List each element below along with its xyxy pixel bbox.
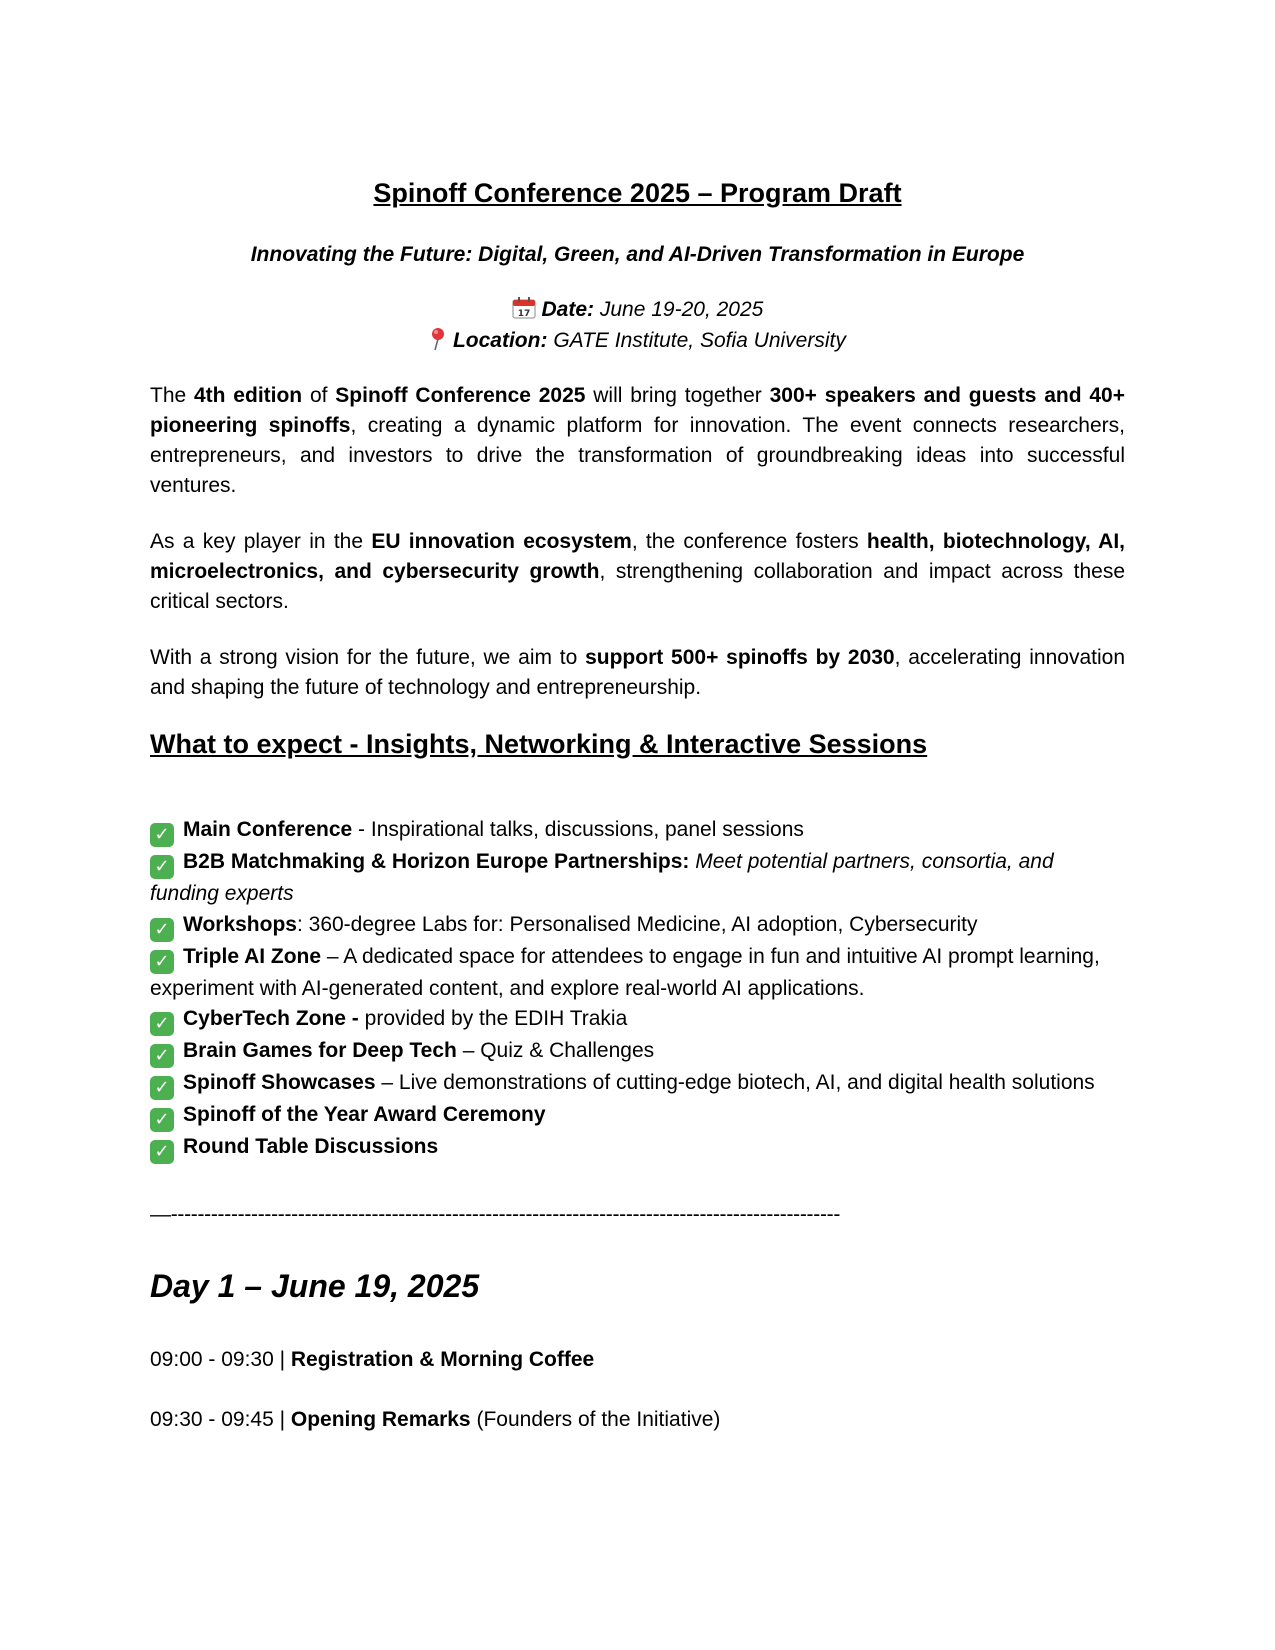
schedule-title: Opening Remarks [290, 1408, 471, 1431]
bold-run: health, biotechnology, AI, microelectronics, and cybersecurity growth [150, 530, 1125, 583]
item-text: : 360-degree Labs for: Personalised Medicine, AI adoption, Cybersecurity [296, 912, 978, 936]
text-run: , strengthening collaboration and impact across these critical sectors. [150, 560, 1126, 613]
list-item [150, 1004, 1125, 1036]
checkmark-icon: ✓ [150, 1076, 174, 1100]
event-location-value: GATE Institute, Sofia University [553, 329, 846, 352]
item-text: provided by the EDIH Trakia [358, 1007, 628, 1030]
schedule-item [150, 1408, 720, 1432]
bold-run: EU innovation ecosystem [371, 530, 632, 553]
expect-list [150, 815, 1125, 1164]
item-text: – Quiz & Challenges [456, 1039, 655, 1062]
calendar-icon [512, 298, 536, 321]
intro-paragraph-2 [150, 527, 1125, 617]
schedule-time: 09:00 - 09:30 | [150, 1348, 291, 1371]
bold-run: support 500+ spinoffs by 2030 [585, 646, 895, 669]
svg-text:17: 17 [517, 309, 530, 319]
list-item [150, 942, 1125, 1005]
item-title: Spinoff Showcases [183, 1071, 376, 1094]
text-run: , creating a dynamic platform for innovation. The event connects researchers, entrepreneurs, and investors to drive the transformation of groundbreaking ideas into successful ventures. [150, 414, 1125, 497]
item-title: Workshops [183, 912, 297, 936]
document-title: Spinoff Conference 2025 – Program Draft [373, 178, 902, 208]
checkmark-icon: ✓ [150, 823, 174, 847]
schedule-note: (Founders of the Initiative) [470, 1408, 721, 1431]
text-run: As a key player in the [150, 530, 372, 553]
event-date-label: Date: [541, 298, 595, 321]
bold-run: 300+ speakers and guests and 40+ pioneering spinoffs [150, 384, 1125, 437]
text-run: will bring together [585, 384, 770, 407]
item-title: Brain Games for Deep Tech [183, 1039, 457, 1062]
event-date-value: June 19-20, 2025 [599, 298, 764, 321]
checkmark-icon: ✓ [150, 1012, 174, 1036]
checkmark-icon: ✓ [150, 1044, 174, 1068]
schedule-time: 09:30 - 09:45 | [150, 1408, 291, 1431]
item-text: Meet potential partners, consortia, and funding experts [150, 850, 1054, 905]
document-subtitle: Innovating the Future: Digital, Green, and AI-Driven Transformation in Europe [250, 243, 1025, 266]
text-run: , accelerating innovation and shaping the future of technology and entrepreneurship. [150, 646, 1126, 699]
text-run: of [302, 384, 336, 407]
list-item [150, 1100, 1125, 1132]
text-run: With a strong vision for the future, we aim to [150, 646, 586, 669]
intro-paragraph-1 [150, 381, 1125, 501]
item-title: B2B Matchmaking & Horizon Europe Partnerships: [183, 850, 690, 873]
schedule-item [150, 1348, 594, 1372]
text-run: The [150, 384, 194, 407]
list-item [150, 815, 1125, 847]
bold-run: Spinoff Conference 2025 [335, 384, 586, 407]
section-divider: —---------------------------------------------------------------------------------------------------- [150, 1203, 841, 1226]
event-location [150, 327, 1125, 353]
item-text: - Inspirational talks, discussions, panel sessions [352, 818, 804, 841]
checkmark-icon: ✓ [150, 1108, 174, 1132]
item-title: Round Table Discussions [183, 1135, 439, 1158]
event-location-label: Location: [452, 329, 548, 352]
list-item [150, 847, 1125, 910]
checkmark-icon: ✓ [150, 918, 174, 942]
list-item [150, 1068, 1125, 1100]
item-title: Main Conference [183, 818, 353, 841]
list-item [150, 1132, 1125, 1164]
item-title: Triple AI Zone [183, 944, 322, 968]
bold-run: 4th edition [194, 384, 303, 407]
expect-heading: What to expect - Insights, Networking & Interactive Sessions [150, 729, 928, 759]
item-title: CyberTech Zone - [183, 1007, 359, 1030]
item-title: Spinoff of the Year Award Ceremony [183, 1103, 546, 1126]
list-item [150, 1036, 1125, 1068]
list-item [150, 910, 1125, 942]
intro-paragraph-3 [150, 643, 1125, 703]
text-run: , the conference fosters [631, 530, 867, 553]
item-text: – A dedicated space for attendees to engage in fun and intuitive AI prompt learning, experiment with AI-generated content, and explore real-world AI applications. [150, 944, 1100, 1000]
day-1-heading: Day 1 – June 19, 2025 [150, 1268, 480, 1304]
event-date [150, 297, 1125, 322]
checkmark-icon: ✓ [150, 1140, 174, 1164]
item-text: – Live demonstrations of cutting-edge biotech, AI, and digital health solutions [375, 1071, 1095, 1094]
checkmark-icon: ✓ [150, 950, 174, 974]
pin-icon [429, 329, 447, 352]
checkmark-icon: ✓ [150, 855, 174, 879]
schedule-title: Registration & Morning Coffee [290, 1348, 595, 1371]
